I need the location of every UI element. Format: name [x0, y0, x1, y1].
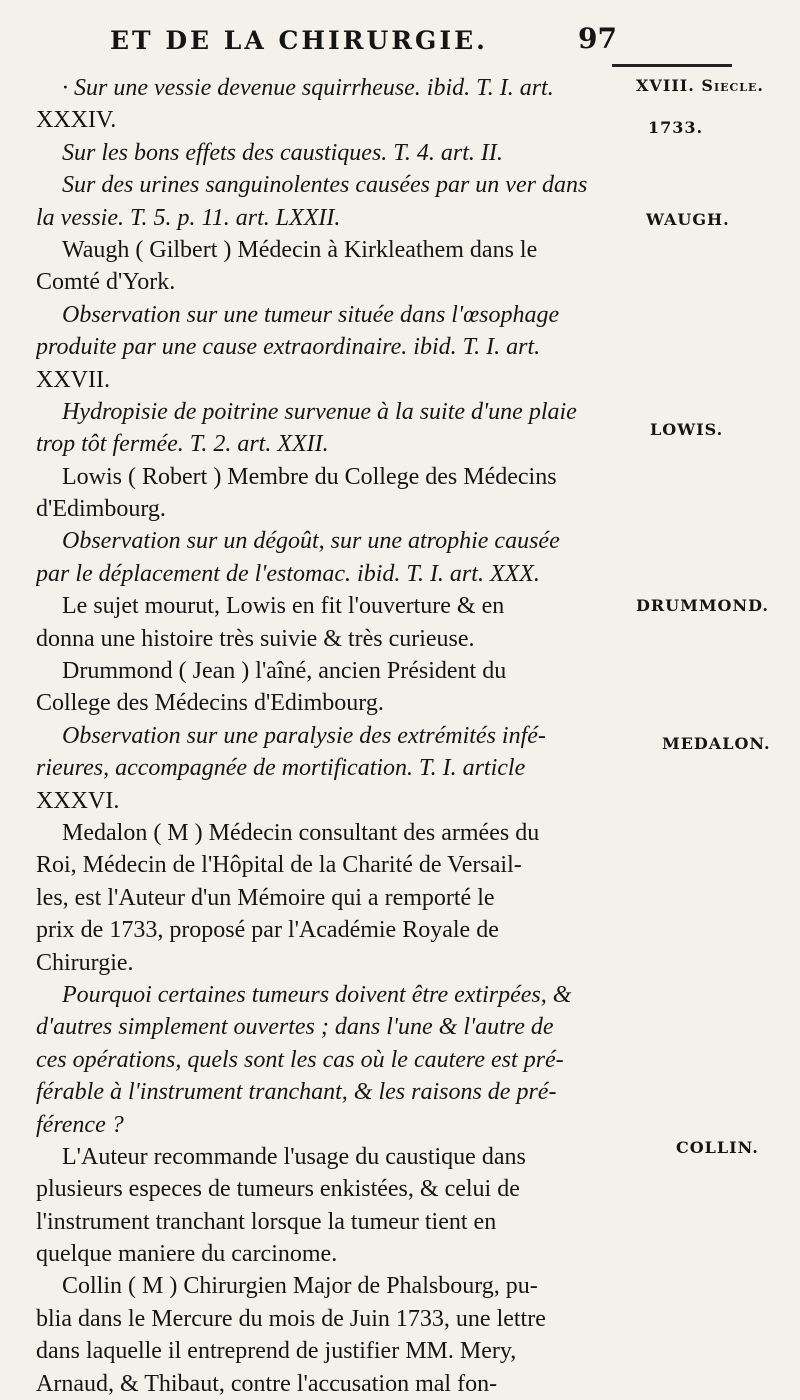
text-line: dans laquelle il entreprend de justifier MM. Mery, — [36, 1338, 517, 1365]
text-line: Observation sur une paralysie des extrémités infé- — [62, 722, 546, 749]
running-title: ET DE LA CHIRURGIE. — [110, 26, 488, 55]
text-line: Hydropisie de poitrine survenue à la suite d'une plaie — [62, 398, 577, 425]
text-line: XXVII. — [36, 366, 110, 393]
text-line: Waugh ( Gilbert ) Médecin à Kirkleathem dans le — [62, 236, 538, 263]
margin-waugh: WAUGH. — [646, 210, 730, 229]
margin-lowis: LOWIS. — [650, 420, 724, 439]
text-line: Sur des urines sanguinolentes causées par un ver dans — [62, 172, 588, 199]
text-line: d'Edimbourg. — [36, 496, 166, 523]
text-line: férable à l'instrument tranchant, & les raisons de pré- — [36, 1079, 557, 1106]
text-line: Lowis ( Robert ) Membre du College des Médecins — [62, 463, 557, 490]
text-line: quelque maniere du carcinome. — [36, 1241, 338, 1268]
text-line: Roi, Médecin de l'Hôpital de la Charité de Versail- — [36, 852, 522, 879]
text-line: la vessie. T. 5. p. 11. art. LXXII. — [36, 204, 341, 231]
text-line: par le déplacement de l'estomac. ibid. T. I. art. XXX. — [36, 560, 540, 587]
text-line: ces opérations, quels sont les cas où le cautere est pré- — [36, 1046, 564, 1073]
text-line: Medalon ( M ) Médecin consultant des armées du — [62, 819, 540, 846]
text-line: l'instrument tranchant lorsque la tumeur tient en — [36, 1208, 497, 1235]
text-line: Comté d'York. — [36, 269, 176, 296]
margin-century: XVIII. Siecle. — [636, 76, 764, 95]
text-line: d'autres simplement ouvertes ; dans l'une & l'autre de — [36, 1014, 554, 1041]
page-number: 97 — [578, 22, 617, 55]
text-line: Drummond ( Jean ) l'aîné, ancien Président du — [62, 658, 507, 685]
text-line: férence ? — [36, 1111, 124, 1138]
text-line: Pourquoi certaines tumeurs doivent être extirpées, & — [62, 981, 572, 1008]
text-line: trop tôt fermée. T. 2. art. XXII. — [36, 431, 329, 458]
text-line: Observation sur une tumeur située dans l'œsophage — [62, 301, 560, 328]
text-line: prix de 1733, proposé par l'Académie Royale de — [36, 917, 499, 944]
text-line: · Sur une vessie devenue squirrheuse. ibid. T. I. art. — [62, 75, 554, 101]
header-rule — [612, 64, 732, 67]
text-line: plusieurs especes de tumeurs enkistées, & celui de — [36, 1176, 520, 1203]
text-line: produite par une cause extraordinaire. ibid. T. I. art. — [36, 334, 541, 361]
text-line: XXXIV. — [36, 107, 117, 134]
text-line: Sur les bons effets des caustiques. T. 4. art. II. — [62, 139, 503, 166]
text-line: Collin ( M ) Chirurgien Major de Phalsbourg, pu- — [62, 1273, 538, 1300]
margin-collin: COLLIN. — [676, 1138, 759, 1157]
text-line: Chirurgie. — [36, 949, 134, 976]
text-line: Le sujet mourut, Lowis en fit l'ouverture & en — [62, 593, 505, 620]
text-line: blia dans le Mercure du mois de Juin 1733, une lettre — [36, 1305, 546, 1332]
text-line: XXXVI. — [36, 787, 120, 814]
text-line: Observation sur un dégoût, sur une atrophie causée — [62, 528, 560, 555]
body-text — [36, 72, 630, 1400]
text-line: Arnaud, & Thibaut, contre l'accusation mal fon- — [36, 1370, 498, 1397]
margin-drummond: DRUMMOND. — [636, 596, 769, 615]
text-line: donna une histoire très suivie & très curieuse. — [36, 625, 475, 652]
margin-year: 1733. — [648, 118, 704, 137]
text-line: College des Médecins d'Edimbourg. — [36, 690, 384, 717]
text-line: L'Auteur recommande l'usage du caustique dans — [62, 1143, 526, 1170]
margin-medalon: MEDALON. — [662, 734, 771, 753]
text-line: rieures, accompagnée de mortification. T. I. article — [36, 755, 526, 782]
text-line: les, est l'Auteur d'un Mémoire qui a remporté le — [36, 884, 495, 911]
